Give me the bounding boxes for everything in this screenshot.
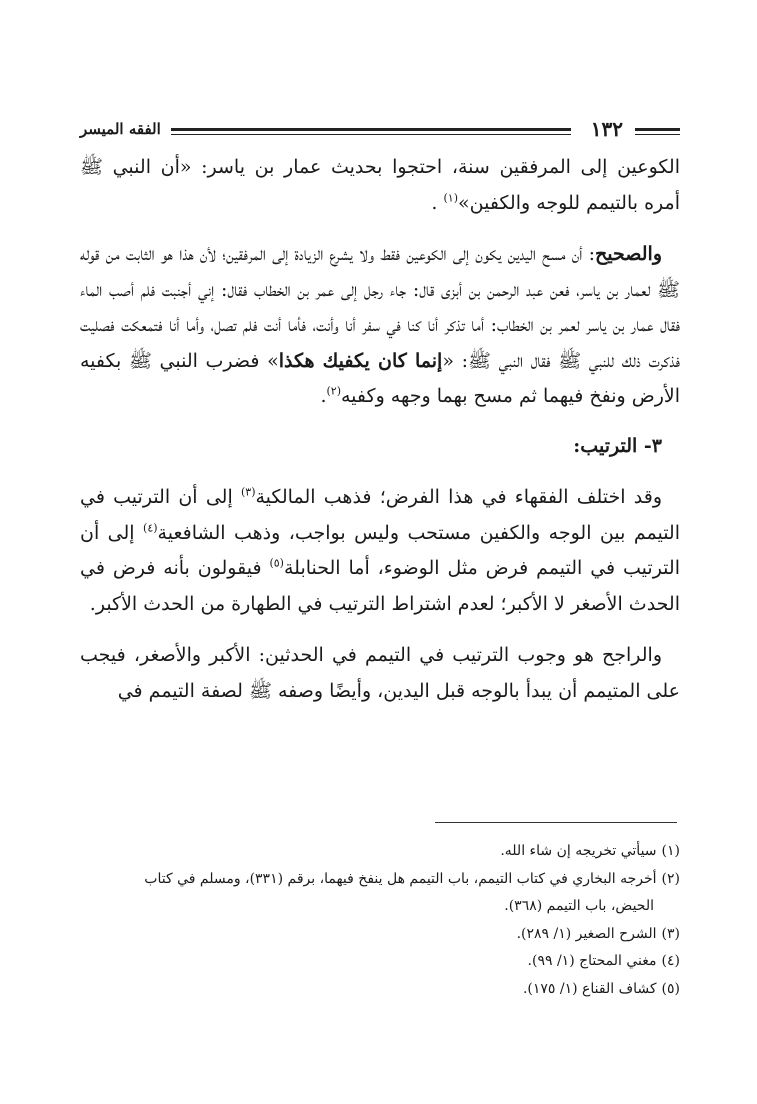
p2-end: . [320,385,327,407]
p1-end: . [431,191,444,214]
footnotes [80,838,680,1003]
paragraph-4 [80,638,680,709]
footnote-separator [435,822,677,823]
footnote-text: مغني المحتاج (١/ ٩٩). [527,953,657,969]
footnote-number: (٣) [661,925,680,942]
footnote-number: (٢) [661,870,680,887]
page-header [80,114,680,144]
footnote-ref-3: (٣) [240,485,256,499]
p3-part-d: فيقولون بأنه فرض في الحدث الأصغر لا الأكبر؛ لعدم اشتراط الترتيب في الطهارة من الحدث الأكبر. [80,557,680,615]
footnote-number: (٤) [661,953,680,969]
p4-line-1: والراجح هو وجوب الترتيب في التيمم في الحدثين: الأكبر والأصغر، [133,644,662,666]
footnote-number: (٥) [661,980,680,997]
footnote-1 [80,838,680,866]
p2-text-2: » فضرب النبي ﷺ بكفيه الأرض ونفخ فيهما ثم مسح بهما وجهه وكفيه [80,349,680,407]
paragraph-1 [80,150,680,221]
header-rule-short [635,128,680,131]
footnote-text: الحيض، باب التيمم (٣٦٨). [504,898,654,914]
footnote-3 [80,921,680,949]
paragraph-3 [80,480,680,622]
page-number: ١٣٢ [590,117,623,141]
main-text [80,150,680,709]
footnote-4 [80,948,680,976]
p1-line-1: الكوعين إلى المرفقين سنة، احتجوا بحديث عمار بن ياسر: «أن النبي ﷺ أمره [80,156,680,214]
section-heading: ٣- الترتيب: [573,434,662,457]
footnote-5 [80,976,680,1004]
footnote-ref-1: (١) [443,191,458,205]
footnote-ref-5: (٥) [269,556,284,570]
p1-line-2: بالتيمم للوجه والكفين» [458,191,639,214]
footnote-number: (١) [661,843,680,859]
p2-label: والصحيح [595,243,662,265]
p3-part-a: وقد اختلف الفقهاء في هذا الفرض؛ فذهب المالكية [255,486,662,508]
footnote-text: كشاف القناع (١/ ١٧٥). [522,980,657,997]
paragraph-2 [80,237,680,415]
footnote-ref-2: (٢) [326,384,341,398]
footnote-ref-4: (٤) [143,521,158,535]
footnote-text: الشرح الصغير (١/ ٢٨٩). [516,925,657,942]
p3-part-b: إلى أن الترتيب في التيمم بين الوجه والكفين مستحب وليس بواجب، وذهب الشافعية [80,486,681,544]
book-title: الفقه الميسر [80,120,161,138]
header-rule-long [171,128,571,131]
footnote-2-continued [80,893,680,921]
p2-quote: إنما كان يكفيك هكذا [278,349,443,372]
footnote-text: أخرجه البخاري في كتاب التيمم، باب التيمم هل ينفخ فيهما، برقم (٣٣١)، ومسلم في كتاب [144,870,657,887]
footnote-text: سيأتي تخريجه إن شاء الله. [500,843,657,859]
p3-part-c: إلى أن الترتيب في التيمم فرض مثل الوضوء، أما الحنابلة [80,521,680,579]
p4-line-2: فيجب على المتيمم أن يبدأ بالوجه قبل اليدين، وأيضًا وصفه ﷺ لصفة التيمم في [80,644,680,702]
p2-text: : أن مسح اليدين يكون إلى الكوعين فقط ولا يشرع الزيادة إلى المرفقين؛ لأن هذا هو الثابت من قوله ﷺ لعمار بن ياسر، فعن عبد الرحمن بن أبزى قال: جاء رجل إلى عمر بن الخطاب فقال: إني أجنبت فلم أصب الماء فقال عمار بن ياسر لعمر بن الخطاب: أما تذكر أنا كنا في سفر أنا وأنت، فأما أنت فلم تصل، وأما أنا فتمعكت فصليت فذكرت ذلك للنبي ﷺ فقال النبي ﷺ: « [80,243,680,372]
footnote-2 [80,866,680,894]
